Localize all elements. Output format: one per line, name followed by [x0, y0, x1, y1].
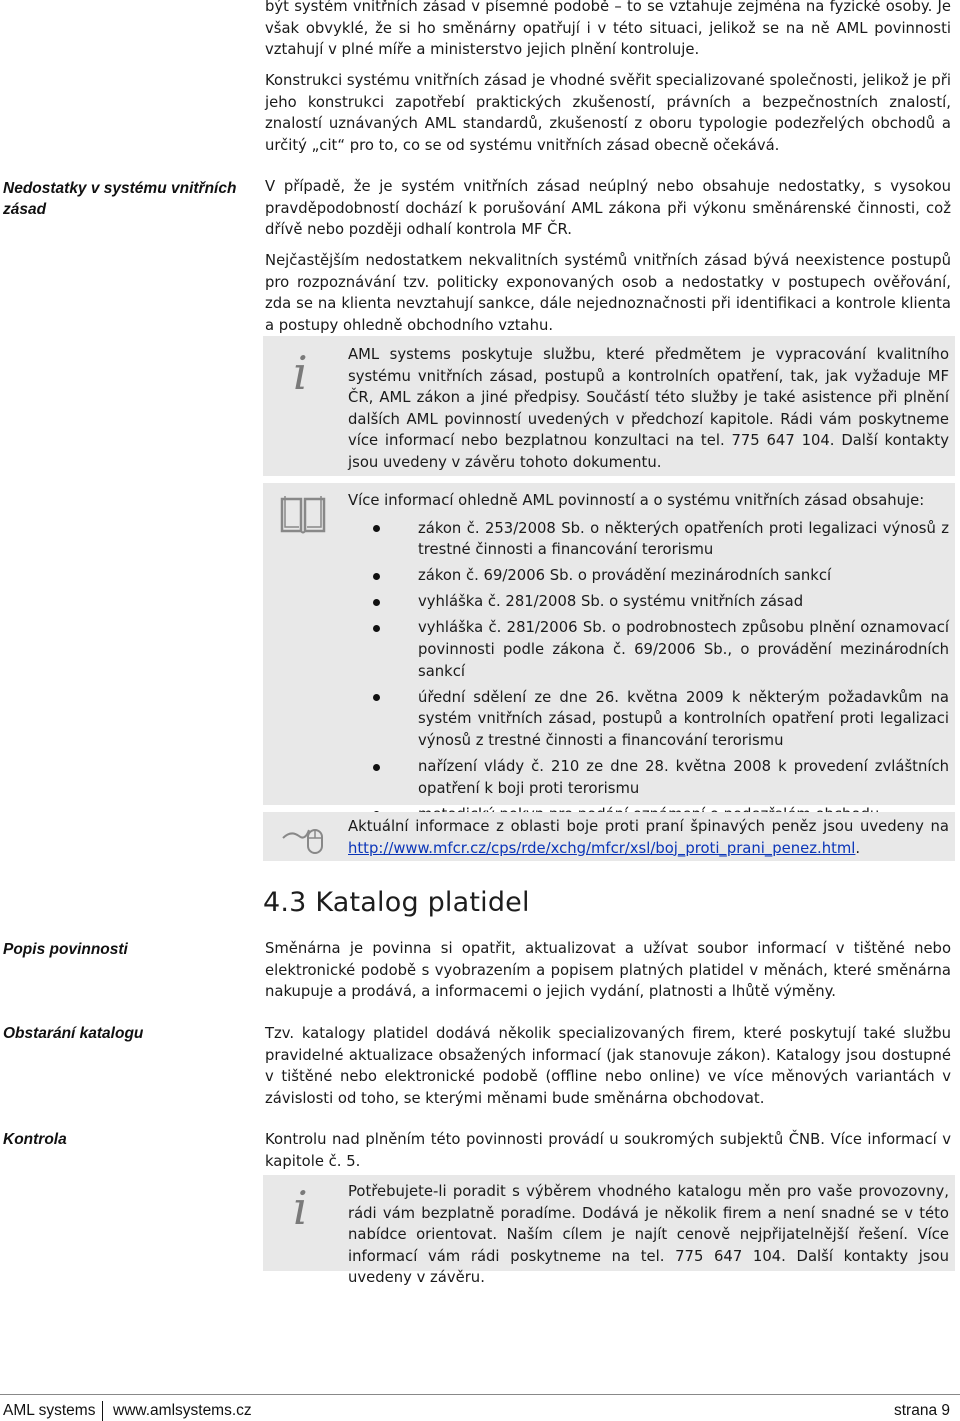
footer-divider [0, 1394, 960, 1395]
book-box [263, 483, 955, 805]
top-paragraph-1: být systém vnitřních zásad v písemné podobě – to se vztahuje zejména na fyzické osoby. Je však obvyklé, že si ho směnárny opatřují i v této situaci, jelikož se na ně AML povinnosti vztahují v plné míře a ministerstvo jejich plnění kontroluje. [265, 0, 951, 58]
footer-separator [102, 1401, 103, 1421]
list-item: nařízení vlády č. 210 ze dne 28. května 2008 k provedení zvláštních opatření k boji proti terorismu [348, 756, 949, 799]
nedostatky-paragraph-1: V případě, že je systém vnitřních zásad neúplný nebo obsahuje nedostatky, s vysokou pravděpodobností dochází k porušování AML zákona při výkonu směnárenské činnosti, což dřívě nebo později odhalí kontrola MF ČR. [265, 178, 951, 239]
book-icon [279, 493, 327, 539]
list-item: zákon č. 253/2008 Sb. o některých opatřeních proti legalizaci výnosů z trestné činnosti a financování terorismu [348, 518, 949, 561]
info-icon: i [293, 346, 308, 400]
top-paragraph-2: Konstrukci systému vnitřních zásad je vhodné svěřit specializované společnosti, jelikož je při jeho konstrukci zapotřebí praktických zkušeností, právních a bezpečnostních znalostí, znalostí uznávaných AML standardů, zkušeností z oboru typologie podezřelých obchodů a určitý „cit“ pro to, co se od systému vnitřních zásad obecně očekává. [265, 72, 951, 154]
list-item: vyhláška č. 281/2008 Sb. o systému vnitřních zásad [348, 591, 949, 613]
obstarani-paragraph: Tzv. katalogy platidel dodává několik specializovaných firem, které poskytují také službu pravidelné aktualizace obsažených informací (jak stanovuje zákon). Katalogy jsou dostupné v tištěné nebo elektronické podobě (offline nebo online) ve více měnových variantách v závislosti od toho, se kterými měnami bude směnárna obchodovat. [265, 1025, 951, 1107]
mouse-box-text [348, 816, 949, 859]
footer-page-number: strana 9 [893, 1402, 950, 1419]
kontrola-paragraph: Kontrolu nad plněním této povinnosti provádí u soukromých subjektů ČNB. Více informací v kapitole č. 5. [265, 1131, 951, 1170]
footer-company: AML systems [3, 1402, 96, 1419]
info-box-2 [263, 1175, 955, 1287]
references-list [348, 518, 949, 826]
book-box-intro: Více informací ohledně AML povinností a o systému vnitřních zásad obsahuje: [348, 492, 925, 509]
section-heading: 4.3 Katalog platidel [263, 887, 530, 918]
list-item: vyhláška č. 281/2006 Sb. o podrobnostech způsobu plnění oznamovací povinnosti podle zákona č. 69/2006 Sb., o provádění mezinárodních sankcí [348, 617, 949, 682]
side-label-kontrola: Kontrola [3, 1131, 67, 1148]
info-box-2-text: Potřebujete-li poradit s výběrem vhodného katalogu měn pro vaše provozovny, rádi vám bezplatně poradíme. Dodává je několik firem a není snadné se v této nabídce orientovat. Naším cílem je najít cenově nejpřijatelnější řešení. Více informací vám rádi poskytneme na tel. 775 647 104. Další kontakty jsou uvedeny v závěru. [348, 1183, 949, 1287]
popis-paragraph: Směnárna je povinna si opatřit, aktualizovat a užívat soubor informací v tištěné nebo elektronické podobě s vyobrazením a popisem platných platidel v měnách, které směnárna nakupuje a prodává, a informacemi o jejich vydání, platnosti a lhůtě výměny. [265, 940, 951, 1001]
mfcr-link[interactable]: http://www.mfcr.cz/cps/rde/xchg/mfcr/xsl/boj_proti_prani_penez.html [348, 839, 856, 857]
footer-website[interactable]: www.amlsystems.cz [113, 1402, 252, 1419]
mouse-box-text-before: Aktuální informace z oblasti boje proti praní špinavých peněz jsou uvedeny na [348, 818, 949, 835]
side-label-obstarani: Obstarání katalogu [3, 1025, 144, 1042]
mouse-box [263, 812, 955, 861]
mouse-icon [281, 818, 325, 860]
mouse-box-text-after: . [855, 839, 861, 857]
side-label-popis: Popis povinnosti [3, 941, 128, 958]
list-item: úřední sdělení ze dne 26. května 2009 k některým požadavkům na systém vnitřních zásad, postupů a kontrolních opatření proti legalizaci výnosů z trestné činnosti a financování terorismu [348, 687, 949, 752]
info-icon: i [293, 1181, 308, 1235]
info-box-1 [263, 336, 955, 476]
info-box-1-text: AML systems poskytuje službu, které předmětem je vypracování kvalitního systému vnitřních zásad, postupů a kontrolních opatření, tak, jak vyžaduje MF ČR, AML zákon a jiné předpisy. Součástí této služby je také asistence při plnění dalších AML povinností uvedených v předchozí kapitole. Rádi vám poskytneme více informací nebo bezplatnou konzultaci na tel. 775 647 104. Další kontakty jsou uvedeny v závěru tohoto dokumentu. [348, 346, 949, 471]
side-label-nedostatky: Nedostatky v systému vnitřních zásad [3, 180, 237, 218]
list-item: zákon č. 69/2006 Sb. o provádění mezinárodních sankcí [348, 565, 949, 587]
nedostatky-paragraph-2: Nejčastějším nedostatkem nekvalitních systémů vnitřních zásad bývá neexistence postupů pro rozpoznávání tzv. politicky exponovaných osob a nedostatky v postupech ověřování, zda se na klienta nevztahují sankce, dále nejednoznačnosti při identifikaci a kontrole klienta a postupy ohledně obchodního vztahu. [265, 252, 951, 334]
